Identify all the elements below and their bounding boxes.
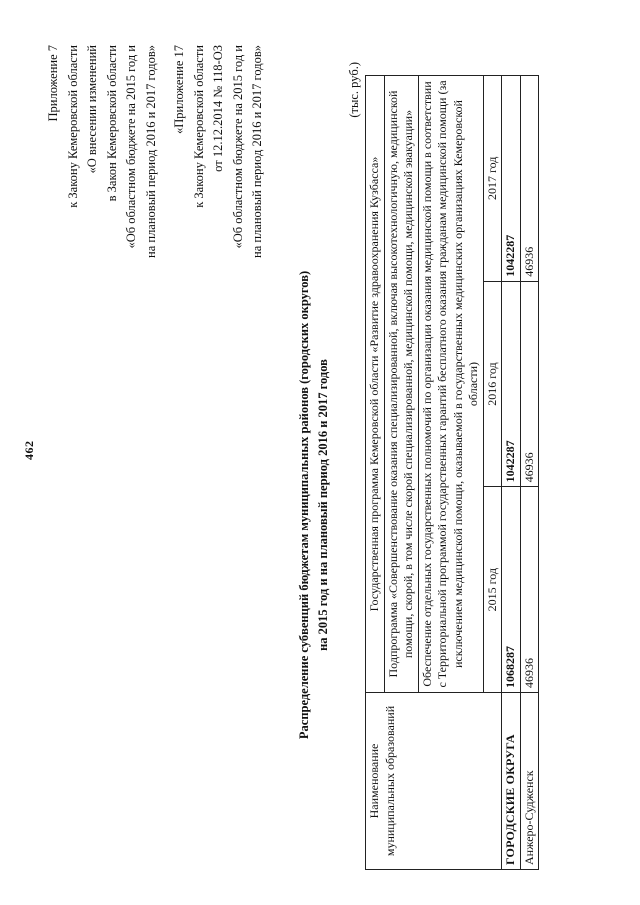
cell-value-2015: 1068287: [502, 487, 521, 693]
name-header-line: муниципальных образований: [382, 705, 397, 857]
table-row: [366, 76, 385, 870]
table-row: [502, 76, 521, 870]
appendix-17-line: на плановый период 2016 и 2017 годов»: [250, 45, 264, 258]
title-line: на 2015 год и на плановый период 2016 и 2017 годов: [316, 359, 330, 651]
cell-value-2016: 46936: [520, 281, 539, 487]
appendix-17-line: к Закону Кемеровской области: [191, 45, 206, 208]
name-header-line: Наименование: [367, 743, 381, 819]
appendix-7-line: «О внесении изменений: [85, 45, 99, 174]
appendix-17-header: [170, 45, 268, 258]
appendix-7-header: [44, 45, 161, 258]
appendix-17-line: от 12.12.2014 № 118-ОЗ: [211, 45, 225, 172]
activity-header: Обеспечение отдельных государственных полномочий по организации оказания медицинской помощи в соответствии с Территориальной программой государственных гарантий бесплатного оказания гражданам медицинской помощи (за исключением медицинской помощи, оказываемой в государственных медицинских организациях Кемеровской области): [418, 76, 483, 693]
row-name: Анжеро-Судженск: [520, 693, 539, 870]
year-header-2015: 2015 год: [483, 487, 502, 693]
page-number: 462: [22, 440, 36, 460]
appendix-7-line: в Закон Кемеровской области: [104, 45, 119, 202]
document-title: [295, 105, 333, 905]
appendix-17-line: «Приложение 17: [172, 45, 186, 134]
units-label: (тыс. руб.): [347, 62, 361, 118]
year-header-2016: 2016 год: [483, 281, 502, 487]
appendix-7-line: на плановый период 2016 и 2017 годов»: [143, 45, 158, 258]
cell-value-2017: 1042287: [502, 76, 521, 282]
row-name: ГОРОДСКИЕ ОКРУГА: [502, 693, 521, 870]
subsidy-table: [365, 75, 539, 870]
appendix-17-line: «Об областном бюджете на 2015 год и: [230, 45, 245, 249]
name-column-header: [366, 693, 502, 870]
title-line: Распределение субвенций бюджетам муниципальных районов (городских округов): [297, 270, 311, 740]
appendix-7-line: «Об областном бюджете на 2015 год и: [124, 45, 138, 249]
cell-value-2015: 46936: [520, 487, 539, 693]
appendix-7-line: Приложение 7: [46, 45, 60, 122]
appendix-7-line: к Закону Кемеровской области: [65, 45, 80, 208]
year-header-2017: 2017 год: [483, 76, 502, 282]
cell-value-2017: 46936: [520, 76, 539, 282]
subprogram-header: Подпрограмма «Совершенствование оказания специализированной, включая высокотехнологичную, медицинской помощи, скорой, в том числе скорой специализированной, медицинской помощи, медицинской эвакуации»: [384, 76, 418, 693]
cell-value-2016: 1042287: [502, 281, 521, 487]
program-header: Государственная программа Кемеровской области «Развитие здравоохранения Кузбасса»: [366, 76, 385, 693]
table-row: [520, 76, 539, 870]
